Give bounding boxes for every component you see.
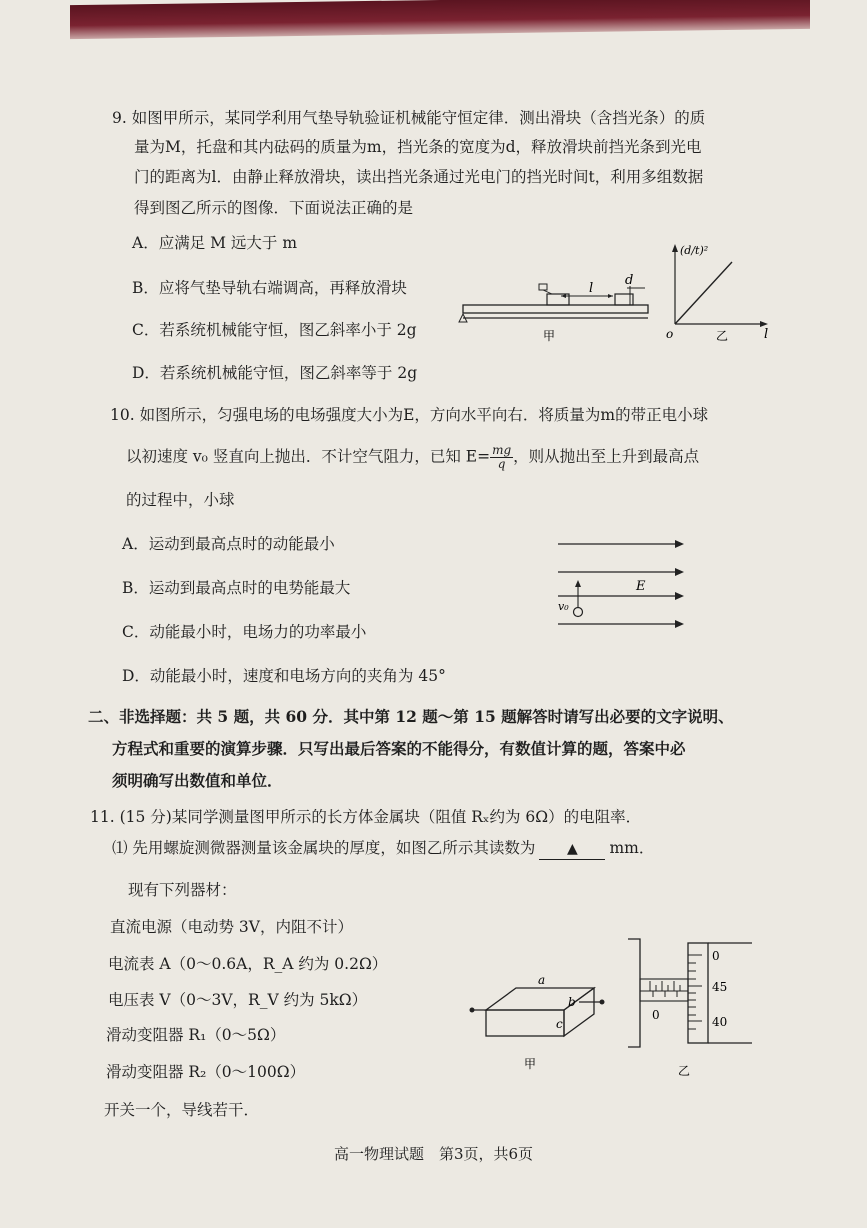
q10-line-3: 的过程中，小球 [126,491,235,509]
micrometer-mark-45: 45 [712,980,728,994]
block-label-b: b [568,995,576,1009]
q9-graph-y-label: (d/t)² [680,244,709,257]
answer-blank-mark: ▲ [567,841,578,857]
q10-option-b: B．运动到最高点时的电势能最大 [122,579,351,597]
q9-figure-yi-caption: 乙 [716,329,729,343]
q11-line-2-start: ⑴ 先用螺旋测微器测量该金属块的厚度，如图乙所示其读数为 [112,839,536,857]
q11-equipment-heading: 现有下列器材： [128,881,237,899]
equipment-switch-wires: 开关一个，导线若干． [104,1101,260,1119]
equipment-ammeter: 电流表 A（0～0.6A，R_A 约为 0.2Ω） [108,955,388,973]
equipment-rheostat-r2: 滑动变阻器 R₂（0～100Ω） [106,1063,306,1081]
q10-line-2-end: ，则从抛出至上升到最高点 [513,447,700,466]
q9-figure-jia-caption: 甲 [543,329,556,343]
q10-line-1: 10. 如图所示，匀强电场的电场强度大小为E，方向水平向右．将质量为m的带正电小球 [110,406,709,424]
q10-fraction-num: mg [492,443,512,457]
q11-figure-jia-caption: 甲 [524,1057,537,1071]
q11-line-2-end: mm． [609,839,655,857]
q11-figure-yi-caption: 乙 [678,1064,691,1078]
q10-fraction [490,444,513,471]
q10-line-2 [126,444,699,471]
q9-label-l: l [589,281,594,296]
q9-option-c: C．若系统机械能守恒，图乙斜率小于 2g [132,321,417,339]
q11-line-2 [112,838,654,860]
q10-field-diagram [550,530,690,640]
q9-option-a: A．应满足 M 远大于 m [132,234,298,252]
page-footer: 高一物理试题 第3页，共6页 [333,1145,534,1163]
q9-option-b: B．应将气垫导轨右端调高，再释放滑块 [132,279,407,297]
block-label-c: c [556,1017,563,1031]
q10-fraction-den: q [497,457,506,471]
q9-line-4: 得到图乙所示的图像．下面说法正确的是 [134,199,414,217]
q9-air-track-diagram [455,270,655,345]
equipment-voltmeter: 电压表 V（0～3V，R_V 约为 5kΩ） [108,991,368,1009]
micrometer-sleeve-0: 0 [652,1008,660,1022]
q9-graph [660,236,780,346]
q11-line-1: 11. (15 分)某同学测量图甲所示的长方体金属块（阻值 Rₓ约为 6Ω）的电阻率． [90,808,642,826]
q10-option-a: A．运动到最高点时的动能最小 [122,535,335,553]
q9-line-3: 门的距离为l．由静止释放滑块，读出挡光条通过光电门的挡光时间t，利用多组数据 [134,168,704,186]
equipment-rheostat-r1: 滑动变阻器 R₁（0～5Ω） [106,1026,286,1044]
q11-metal-block-diagram [466,970,616,1080]
q9-line-2: 量为M，托盘和其内砝码的质量为m，挡光条的宽度为d，释放滑块前挡光条到光电 [134,138,702,156]
q9-label-d: d [625,273,634,288]
section-2-line-3: 须明确写出数值和单位． [112,771,283,790]
section-2-line-1: 二、非选择题：共 5 题，共 60 分．其中第 12 题～第 15 题解答时请写出必要的文字说明、 [88,707,734,726]
equipment-power-supply: 直流电源（电动势 3V，内阻不计） [110,918,353,936]
q11-micrometer-diagram [620,935,760,1080]
q10-field-label: E [636,579,646,594]
section-2-line-2: 方程式和重要的演算步骤．只写出最后答案的不能得分，有数值计算的题，答案中必 [112,739,686,758]
q9-graph-origin: o [666,327,674,341]
q9-line-1: 9. 如图甲所示，某同学利用气垫导轨验证机械能守恒定律．测出滑块（含挡光条）的质 [112,109,706,127]
q9-graph-x-label: l [764,327,769,342]
q10-velocity-label: v₀ [558,600,569,613]
q9-option-d: D．若系统机械能守恒，图乙斜率等于 2g [132,364,418,382]
answer-blank [539,838,605,860]
q10-option-c: C．动能最小时，电场力的功率最小 [122,623,367,641]
block-label-a: a [538,973,546,987]
micrometer-mark-0: 0 [712,949,720,963]
q10-option-d: D．动能最小时，速度和电场方向的夹角为 45° [122,667,446,685]
q10-line-2-start: 以初速度 v₀ 竖直向上抛出．不计空气阻力，已知 E= [126,447,491,466]
micrometer-mark-40: 40 [712,1015,728,1029]
